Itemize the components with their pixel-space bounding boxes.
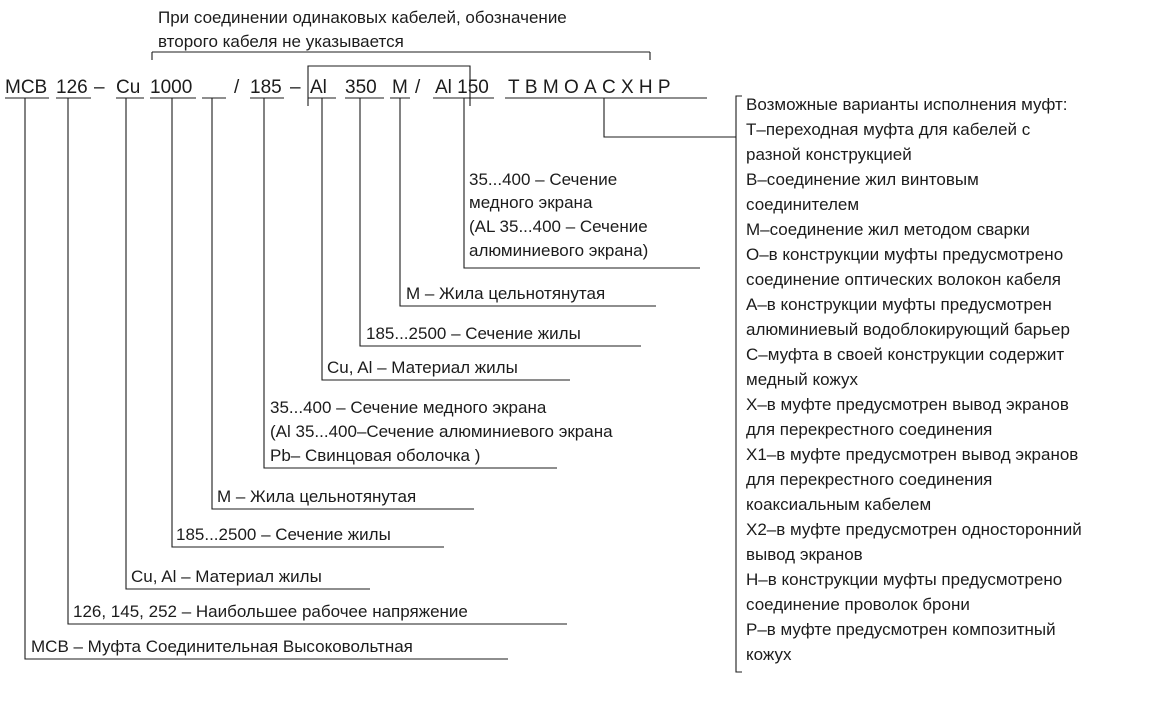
- code-dash2: –: [290, 77, 301, 98]
- code-scr2: Al 150: [435, 77, 489, 98]
- variants-line: Р–в муфте предусмотрен композитный: [746, 620, 1056, 639]
- label-screen2-l2: медного экрана: [469, 193, 593, 212]
- label-screen2-l4: алюминиевого экрана): [469, 241, 649, 260]
- variants-line: Т–переходная муфта для кабелей с: [746, 120, 1031, 139]
- label-msv: МСВ – Муфта Соединительная Высоковольтная: [31, 637, 413, 656]
- variants-line: соединение проволок брони: [746, 595, 970, 614]
- variants-line: медный кожух: [746, 370, 858, 389]
- code-msv: МСВ: [5, 77, 48, 98]
- label-voltage: 126, 145, 252 – Наибольшее рабочее напряжение: [73, 602, 468, 621]
- label-material2: Cu, Al – Материал жилы: [327, 358, 518, 377]
- variants-line: кожух: [746, 645, 792, 664]
- variants-line: соединение оптических волокон кабеля: [746, 270, 1061, 289]
- code-dash1: –: [94, 77, 105, 98]
- variants-line: М–соединение жил методом сварки: [746, 220, 1030, 239]
- variants-line: коаксиальным кабелем: [746, 495, 932, 514]
- code-mat2: Al: [310, 77, 327, 98]
- variants-line: для перекрестного соединения: [746, 470, 993, 489]
- variants-line: алюминиевый водоблокирующий барьер: [746, 320, 1070, 339]
- variants-line: О–в конструкции муфты предусмотрено: [746, 245, 1064, 264]
- code-slash2: /: [415, 77, 421, 98]
- variants-line: соединителем: [746, 195, 860, 214]
- variants-line: Н–в конструкции муфты предусмотрено: [746, 570, 1063, 589]
- code-voltage: 126: [56, 77, 88, 98]
- code-scr1: 185: [250, 77, 282, 98]
- label-screen2-l3: (AL 35...400 – Сечение: [469, 217, 648, 236]
- code-string: [5, 77, 671, 98]
- label-screen1-l2: (Al 35...400–Сечение алюминиевого экрана: [270, 422, 613, 441]
- variants-list: [746, 95, 1082, 664]
- code-slash1: /: [234, 77, 240, 98]
- label-screen1-l1: 35...400 – Сечение медного экрана: [270, 398, 547, 417]
- variants-line: В–соединение жил винтовым: [746, 170, 979, 189]
- leader-section1: [172, 98, 444, 547]
- label-section2: 185...2500 – Сечение жилы: [366, 324, 581, 343]
- variants-line: А–в конструкции муфты предусмотрен: [746, 295, 1052, 314]
- code-mat1: Cu: [116, 77, 141, 98]
- variants-bracket: [736, 96, 742, 672]
- variants-line: вывод экранов: [746, 545, 863, 564]
- code-core2: М: [392, 77, 408, 98]
- top-note-line2: второго кабеля не указывается: [158, 32, 404, 51]
- top-note-bracket: [152, 52, 650, 60]
- label-material1: Cu, Al – Материал жилы: [131, 567, 322, 586]
- label-section1: 185...2500 – Сечение жилы: [176, 525, 391, 544]
- variants-line: Возможные варианты исполнения муфт:: [746, 95, 1068, 114]
- variants-line: Х–в муфте предусмотрен вывод экранов: [746, 395, 1069, 414]
- label-screen2-l1: 35...400 – Сечение: [469, 170, 618, 189]
- variants-line: разной конструкцией: [746, 145, 912, 164]
- variants-line: Х2–в муфте предусмотрен односторонний: [746, 520, 1082, 539]
- code-sec2: 350: [345, 77, 377, 98]
- code-sec1: 1000: [150, 77, 193, 98]
- label-core1: М – Жила цельнотянутая: [217, 487, 417, 506]
- variants-line: С–муфта в своей конструкции содержит: [746, 345, 1065, 364]
- variants-line: для перекрестного соединения: [746, 420, 993, 439]
- leader-material1: [126, 98, 370, 589]
- code-variants: Т В М О А С Х Н Р: [508, 77, 671, 98]
- leader-variants: [604, 98, 736, 137]
- top-note-line1: При соединении одинаковых кабелей, обозначение: [158, 8, 567, 27]
- label-core2: М – Жила цельнотянутая: [406, 284, 606, 303]
- label-screen1-l3: Pb– Свинцовая оболочка ): [270, 446, 481, 465]
- variants-line: Х1–в муфте предусмотрен вывод экранов: [746, 445, 1079, 464]
